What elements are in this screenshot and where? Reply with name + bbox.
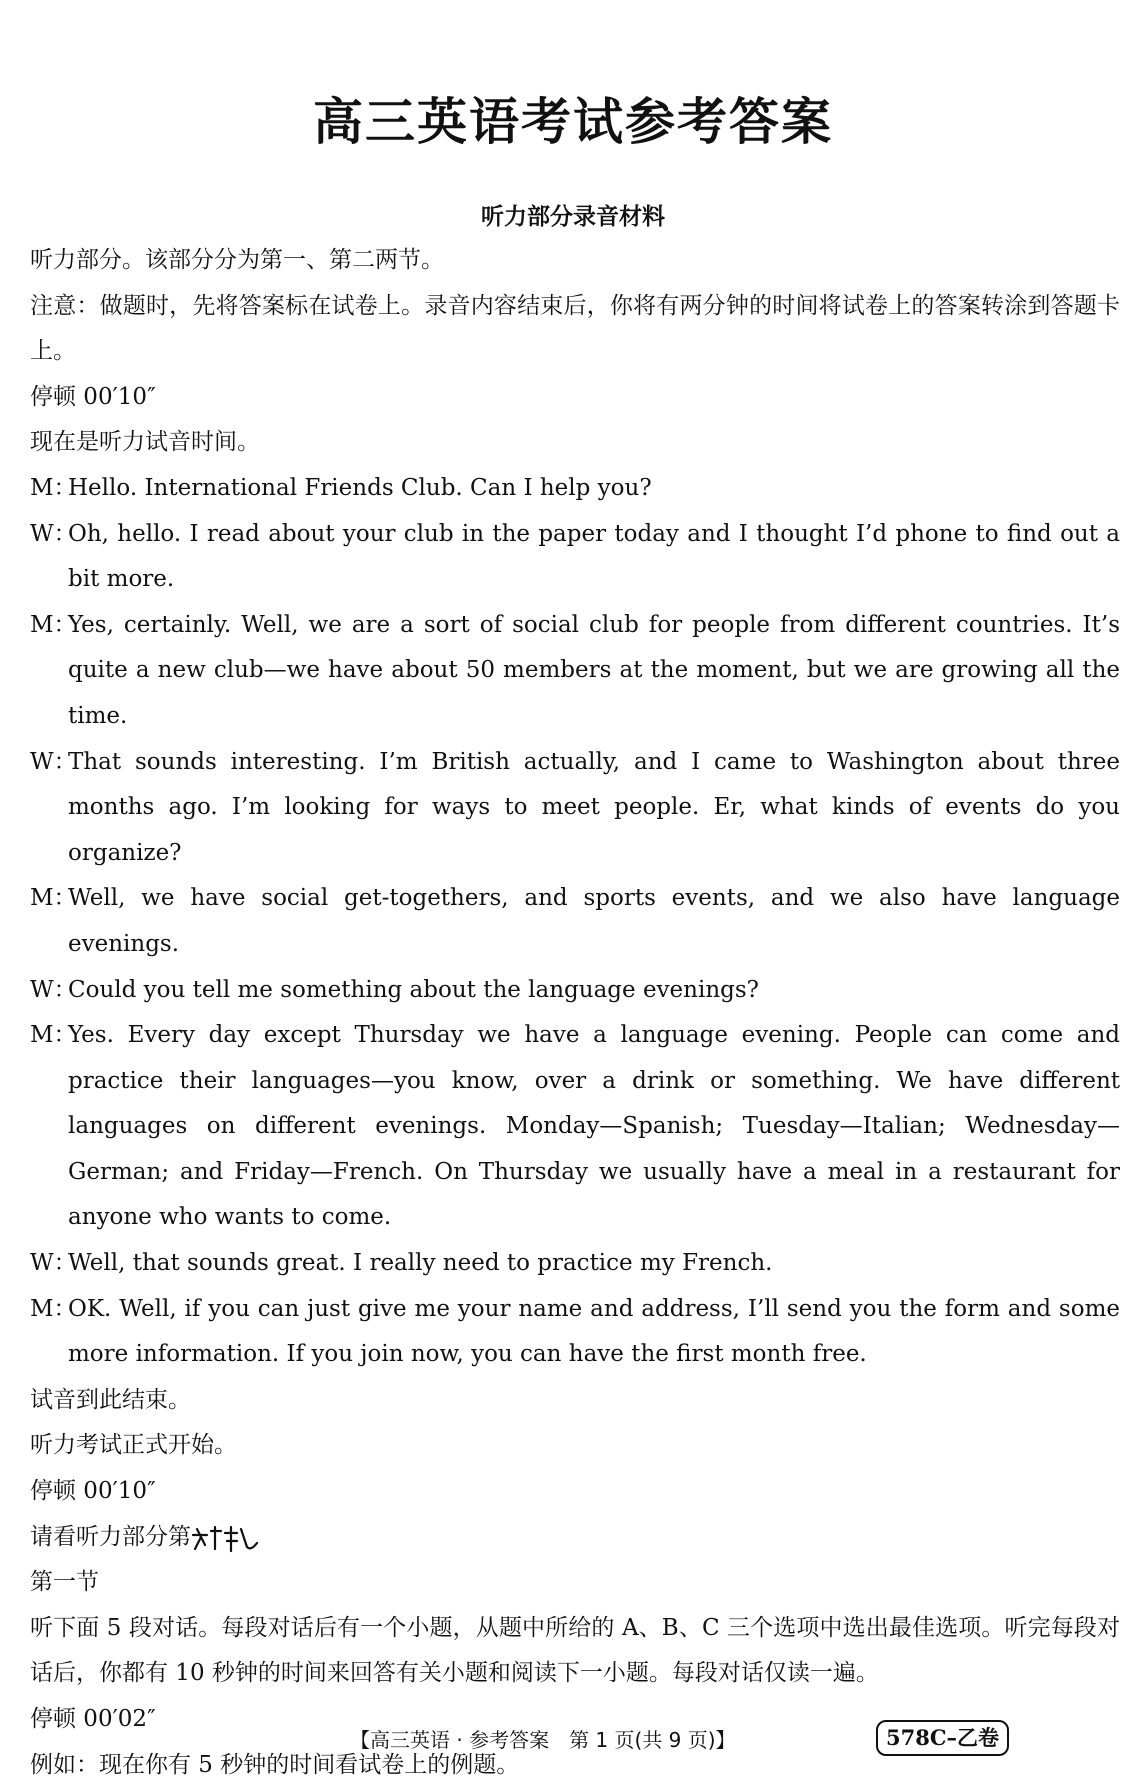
dialogue-text: Oh, hello. I read about your club in the paper today and I thought I’d phone to find out a bit more. [68, 520, 1120, 593]
dialogue-turn [30, 740, 1120, 877]
dialogue-turn [30, 876, 1120, 967]
speaker-label: M： [30, 474, 77, 501]
speaker-label: M： [30, 1295, 77, 1322]
dialogue-text: Well, that sounds great. I really need to practice my French. [68, 1250, 773, 1277]
instruction-text: 请看听力部分第 [30, 1523, 191, 1550]
speaker-label: M： [30, 611, 77, 638]
dialogue-text: OK. Well, if you can just give me your name and address, I’ll send you the form and some more information. If you join now, you can have the first month free. [68, 1295, 1120, 1368]
instruction-line [30, 1515, 1120, 1561]
paper-code-badge: 578C–乙卷 [876, 1720, 1009, 1756]
dialogue-turn [30, 968, 1120, 1014]
trial-start-line: 现在是听力试音时间。 [30, 429, 260, 456]
dialogue-turn [30, 603, 1120, 740]
pause-line: 停顿 00′02″ [30, 1706, 156, 1732]
section-instructions: 听下面 5 段对话。每段对话后有一个小题，从题中所给的 A、B、C 三个选项中选出最佳选项。听完每段对话后，你都有 10 秒钟的时间来回答有关小题和阅读下一小题。每段对话仅读一遍。 [30, 1614, 1120, 1687]
speaker-label: W： [30, 976, 77, 1003]
section-subtitle: 听力部分录音材料 [481, 204, 665, 230]
section-heading: 第一节 [30, 1569, 99, 1596]
notice-paragraph: 注意：做题时，先将答案标在试卷上。录音内容结束后，你将有两分钟的时间将试卷上的答案转涂到答题卡上。 [30, 292, 1120, 365]
pause-line: 停顿 00′10″ [30, 1478, 156, 1505]
dialogue-turn [30, 466, 1120, 512]
transcript-body [30, 238, 1120, 1788]
dialogue-text: Yes, certainly. Well, we are a sort of social club for people from different countries. It’s quite a new club—we have about 50 members at the moment, but we are growing all the time. [68, 611, 1120, 729]
speaker-label: W： [30, 748, 77, 775]
dialogue-text: Yes. Every day except Thursday we have a language evening. People can come and practice their languages—you know, over a drink or something. We have different languages on different evenings. Monday—Spanish; Tuesday—Italian; Wednesday—German; and Friday—French. On Thursday we usually have a meal in a restaurant for anyone who wants to come. [68, 1022, 1120, 1231]
dialogue-text: Could you tell me something about the language evenings? [68, 976, 760, 1003]
speaker-label: W： [30, 1250, 77, 1277]
speaker-label: M： [30, 885, 77, 912]
exam-start-line: 听力考试正式开始。 [30, 1432, 237, 1459]
speaker-label: M： [30, 1022, 77, 1049]
page-title: 高三英语考试参考答案 [313, 93, 833, 151]
speaker-label: W： [30, 520, 77, 547]
page-footer: 【高三英语 · 参考答案 第 1 页(共 9 页)】 [350, 1728, 736, 1752]
dialogue-turn [30, 1013, 1120, 1241]
dialogue-text: Hello. International Friends Club. Can I help you? [68, 474, 652, 501]
pause-line: 停顿 00′10″ [30, 383, 156, 410]
dialogue-turn [30, 1241, 1120, 1287]
intro-line: 听力部分。该部分分为第一、第二两节。 [30, 247, 444, 273]
example-line: 例如：现在你有 5 秒钟的时间看试卷上的例题。 [30, 1751, 520, 1778]
dialogue-turn [30, 512, 1120, 603]
dialogue-text: Well, we have social get-togethers, and sports events, and we also have language evenings. [68, 885, 1120, 957]
trial-end-line: 试音到此结束。 [30, 1386, 191, 1413]
handwritten-scribble-icon [191, 1523, 261, 1553]
dialogue-turn [30, 1287, 1120, 1378]
dialogue-text: That sounds interesting. I’m British actually, and I came to Washington about three months ago. I’m looking for ways to meet people. Er, what kinds of events do you organize? [68, 748, 1120, 866]
